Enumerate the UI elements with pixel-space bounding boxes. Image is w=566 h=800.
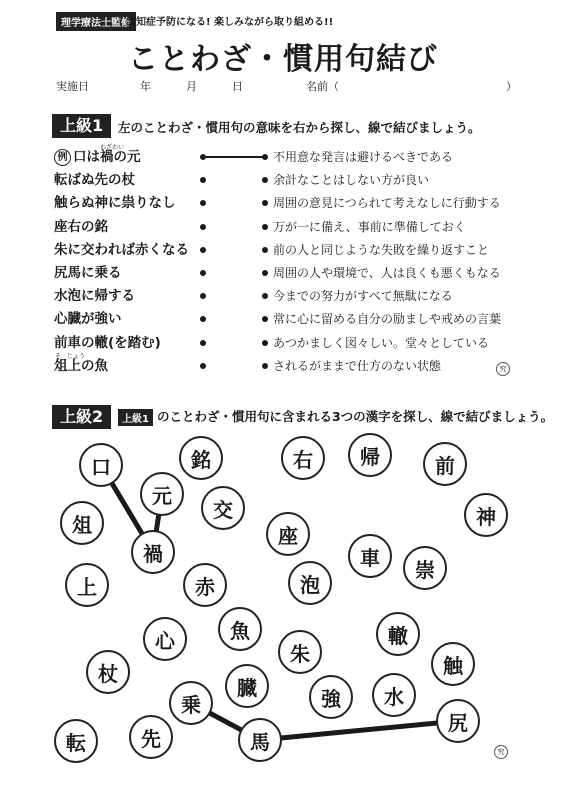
kanji-circle[interactable]: 交 bbox=[201, 486, 245, 530]
tagline: 認知症予防になる! 楽しみながら取り組める!! bbox=[126, 17, 334, 28]
kanji-circle[interactable]: 口 bbox=[79, 443, 123, 487]
meaning-text: 万が一に備え、事前に準備しておく bbox=[273, 219, 466, 234]
proverb-label: 触らぬ神に祟りなし bbox=[54, 195, 176, 212]
kanji-circle[interactable]: 帰 bbox=[348, 433, 392, 477]
page-title: ことわざ・慣用句結び bbox=[128, 42, 438, 77]
proverb-label: 朱に交われば赤くなる bbox=[54, 241, 189, 258]
kanji-circle[interactable]: 臓 bbox=[225, 664, 269, 708]
section2-inline-badge: 上級1 bbox=[118, 409, 153, 426]
kanji-circle[interactable]: 水 bbox=[372, 673, 416, 717]
kanji-circle[interactable]: 元 bbox=[140, 472, 184, 516]
kanji-circle[interactable]: 心 bbox=[143, 617, 187, 661]
proverb-label: 転ばぬ先の杖 bbox=[54, 172, 135, 189]
kanji-circle[interactable]: 触 bbox=[431, 642, 475, 686]
name-label: 名前（ bbox=[306, 80, 339, 93]
kanji-circle[interactable]: 尻 bbox=[436, 699, 480, 743]
kanji-circle[interactable]: 乗 bbox=[169, 681, 213, 725]
meaning-text: されるがままで仕方のない状態 bbox=[273, 358, 442, 373]
meaning-text: 今までの努力がすべて無駄になる bbox=[273, 289, 453, 304]
section2-label: 上級2 bbox=[52, 405, 111, 429]
name-close: ） bbox=[506, 80, 517, 93]
section1-instruction: 左のことわざ・慣用句の意味を右から探し、線で結びましょう。 bbox=[118, 120, 481, 135]
proverb-label: 俎上の魚 bbox=[54, 357, 108, 374]
proverb-label: 座右の銘 bbox=[54, 218, 108, 235]
kanji-circle[interactable]: 俎 bbox=[60, 501, 104, 545]
proverb-label: 前車の轍(を踏む) bbox=[54, 334, 161, 351]
example-mark: 例 bbox=[54, 149, 71, 166]
date-label: 実施日 bbox=[56, 80, 89, 93]
ruby-reading: そ じょう bbox=[55, 352, 86, 360]
year-label: 年 bbox=[140, 80, 151, 93]
ruby-reading: わざわい bbox=[100, 144, 125, 151]
meaning-text: 前の人と同じような失敗を繰り返すこと bbox=[273, 242, 490, 257]
proverb-label: 心臓が強い bbox=[54, 311, 122, 328]
kanji-circle[interactable]: 杖 bbox=[86, 650, 130, 694]
meaning-text: 不用意な発言は避けるべきである bbox=[273, 150, 454, 164]
kanji-circle[interactable]: 前 bbox=[423, 442, 467, 486]
kanji-circle[interactable]: 魚 bbox=[218, 607, 262, 651]
proverb-label: 尻馬に乗る bbox=[54, 265, 122, 281]
day-label: 日 bbox=[232, 80, 243, 93]
kanji-circle[interactable]: 神 bbox=[464, 493, 508, 537]
meaning-text: 周囲の意見につられて考えなしに行動する bbox=[273, 196, 501, 211]
kanji-circle[interactable]: 右 bbox=[281, 436, 325, 480]
kanji-circle[interactable]: 朱 bbox=[278, 630, 322, 674]
meaning-text: 余計なことはしない方が良い bbox=[273, 173, 430, 188]
supervisor-badge: 理学療法士監修 bbox=[56, 12, 136, 31]
kanji-circle[interactable]: 轍 bbox=[376, 612, 420, 656]
kanji-circle[interactable]: 赤 bbox=[183, 563, 227, 607]
kanji-circle[interactable]: 強 bbox=[309, 675, 353, 719]
section2-chip: 究 bbox=[494, 745, 508, 759]
kanji-circle[interactable]: 先 bbox=[129, 715, 173, 759]
section1-label: 上級1 bbox=[52, 114, 111, 138]
kanji-circle[interactable]: 銘 bbox=[179, 436, 223, 480]
meaning-text: あつかましく図々しい。堂々としている bbox=[273, 335, 490, 350]
month-label: 月 bbox=[186, 80, 197, 93]
section1-chip: 究 bbox=[496, 362, 510, 376]
kanji-circle[interactable]: 崇 bbox=[403, 546, 447, 590]
answer-line-uma-shiri bbox=[260, 721, 458, 740]
kanji-circle[interactable]: 禍 bbox=[131, 530, 175, 574]
kanji-circle[interactable]: 上 bbox=[65, 563, 109, 607]
meaning-text: 常に心に留める自分の励ましや戒めの言葉 bbox=[273, 312, 502, 327]
kanji-circle[interactable]: 転 bbox=[54, 719, 98, 763]
kanji-circle[interactable]: 馬 bbox=[238, 718, 282, 762]
kanji-circle[interactable]: 座 bbox=[266, 512, 310, 556]
kanji-circle[interactable]: 車 bbox=[348, 534, 392, 578]
meaning-text: 周囲の人や環境で、人は良くも悪くもなる bbox=[273, 266, 501, 280]
kanji-circle[interactable]: 泡 bbox=[288, 561, 332, 605]
proverb-label: 水泡に帰する bbox=[54, 288, 135, 305]
proverb-label: 口は禍の元 bbox=[73, 149, 141, 165]
section2-instruction-text: のことわざ・慣用句に含まれる3つの漢字を探し、線で結びましょう。 bbox=[156, 409, 554, 424]
